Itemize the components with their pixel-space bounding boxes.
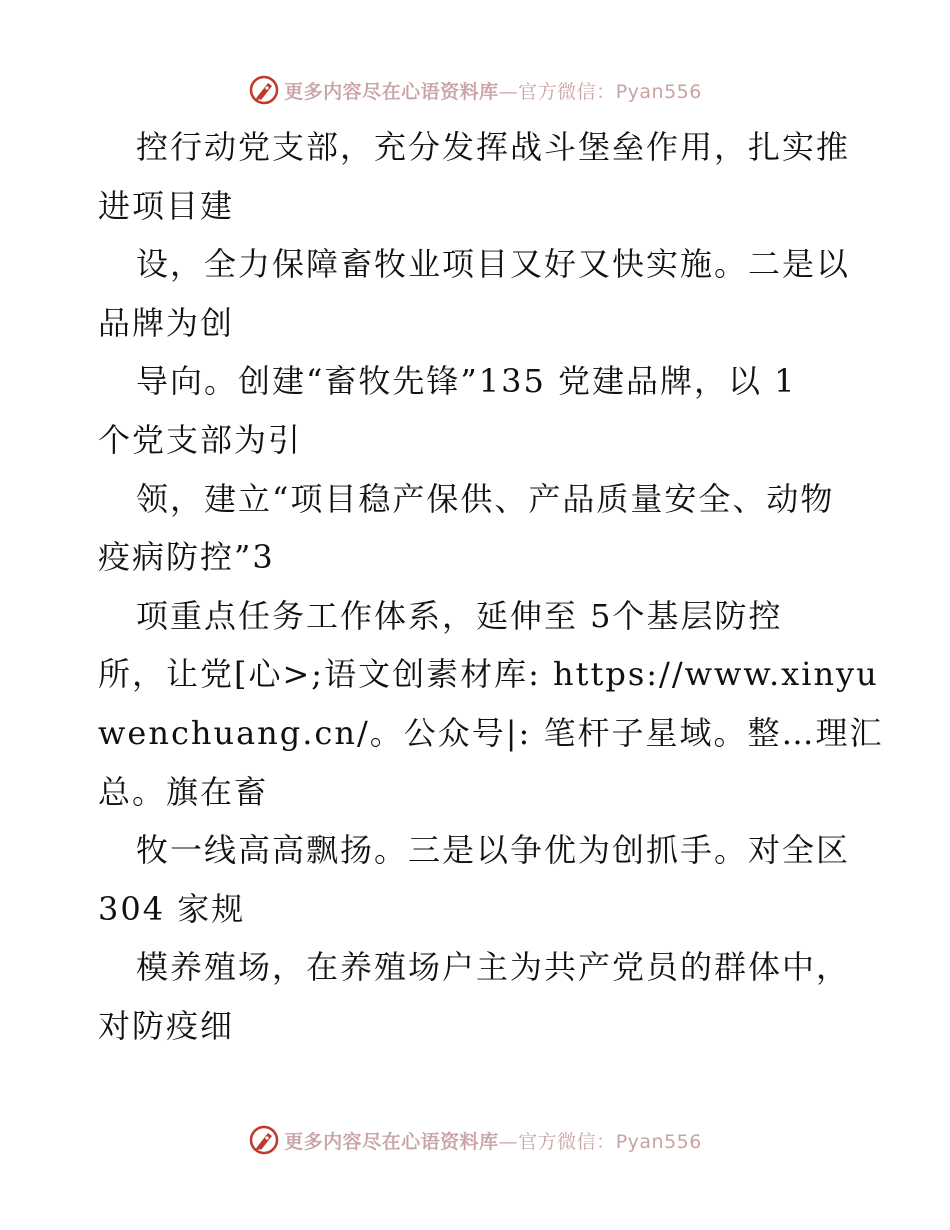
- body-line: 个党支部为引: [98, 420, 303, 459]
- pen-nib-logo-icon: [248, 1124, 280, 1156]
- body-line: 品牌为创: [98, 303, 235, 342]
- body-line: 设，全力保障畜牧业项目又好又快实施。二是以: [136, 245, 851, 284]
- body-line: 304 家规: [98, 889, 246, 928]
- header-brand-text: 更多内容尽在心语资料库: [284, 80, 499, 103]
- body-line: 对防疫细: [98, 1006, 235, 1045]
- header-banner: [0, 70, 950, 110]
- body-line: 控行动党支部，充分发挥战斗堡垒作用，扎实推: [136, 128, 851, 166]
- body-line: 牧一线高高飘扬。三是以争优为创抓手。对全区: [136, 831, 851, 870]
- body-line: 所，让党[心>;语文创素材库: https://www.xinyu: [98, 655, 879, 694]
- footer-banner: [0, 1120, 950, 1160]
- header-wechat-label: 官方微信：: [518, 80, 616, 103]
- footer-brand-text: 更多内容尽在心语资料库: [284, 1130, 499, 1153]
- footer-text: [284, 1127, 702, 1154]
- pen-nib-logo-icon: [248, 74, 280, 106]
- header-wechat-id: Pyan556: [615, 80, 702, 103]
- footer-wechat-id: Pyan556: [615, 1130, 702, 1153]
- footer-wechat-label: 官方微信：: [518, 1130, 616, 1153]
- footer-separator: —: [498, 1130, 519, 1153]
- body-line: 项重点任务工作体系，延伸至 5个基层防控: [136, 596, 783, 635]
- body-line: 疫病防控”3: [98, 538, 275, 577]
- body-line: 总。旗在畜: [98, 772, 269, 811]
- header-separator: —: [498, 80, 519, 103]
- body-line: 领，建立“项目稳产保供、产品质量安全、动物: [136, 479, 835, 518]
- body-line: 进项目建: [98, 186, 235, 225]
- document-body: [98, 118, 884, 1056]
- body-line: wenchuang.cn/。公众号|: 笔杆子星域。整…理汇: [98, 713, 884, 752]
- body-line: 模养殖场，在养殖场户主为共产党员的群体中，: [136, 948, 851, 987]
- body-line: 导向。创建“畜牧先锋”135 党建品牌，以 1: [136, 362, 797, 401]
- header-text: [284, 77, 702, 104]
